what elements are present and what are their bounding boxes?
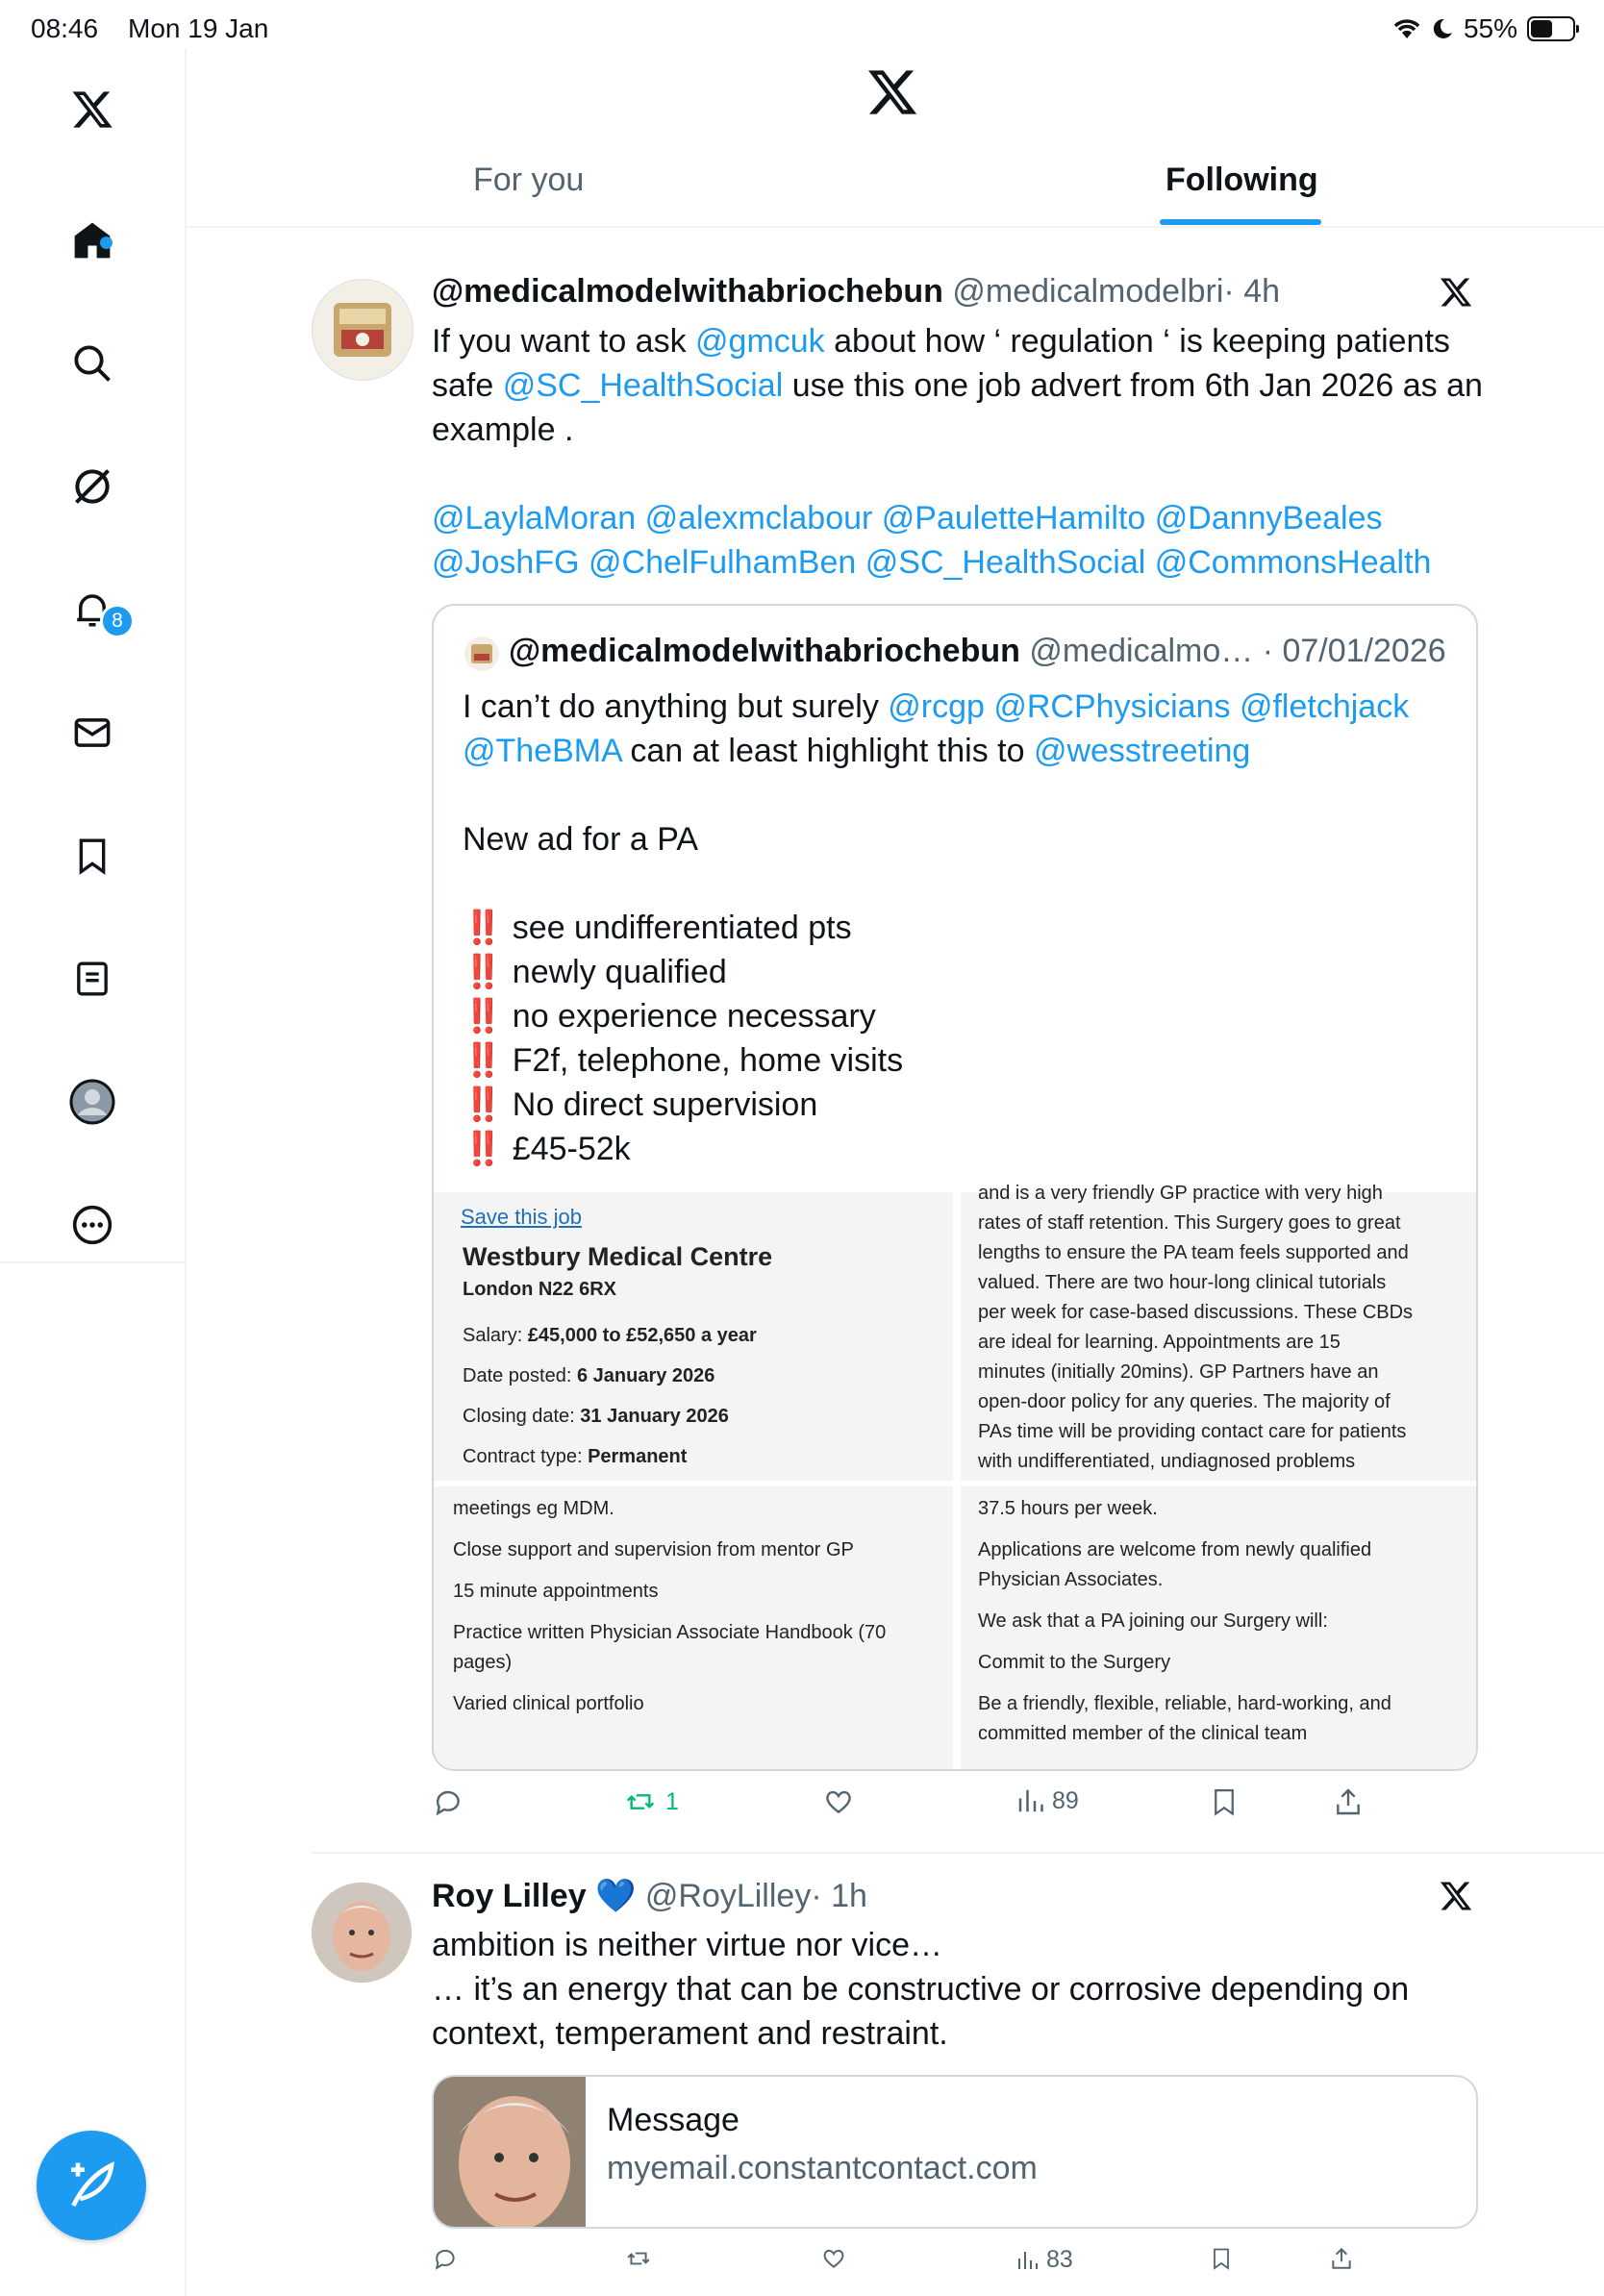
quote-mentions[interactable]: @rcgp @RCPhysicians @fletchjack [888,688,1410,725]
image-text-line: Practice written Physician Associate Handbook (70 [453,1622,887,1643]
bookmark-icon [1210,2246,1233,2271]
link-card-thumbnail [434,2077,586,2227]
bullet-text: No direct supervision [512,1086,818,1123]
profile-avatar-icon[interactable] [69,1079,115,1125]
bullet-text: newly qualified [512,954,727,990]
tweet1-text [432,319,1490,452]
x-logo-icon[interactable] [69,87,115,133]
double-exclamation-icon: ‼️ [463,910,513,946]
mention-thebma[interactable]: @TheBMA [463,733,621,769]
tweet2-text [432,1923,1490,2056]
quote-header [509,633,1446,670]
job-advert-image[interactable] [434,1183,1476,1769]
header-divider [187,226,1604,228]
text-run: I can’t do anything but surely [463,688,889,725]
sidebar-divider [0,1261,185,1263]
tab-following[interactable]: Following [1165,162,1318,198]
image-text-line: open-door policy for any queries. The majority of [978,1391,1391,1412]
image-text-line: committed member of the clinical team [978,1723,1308,1744]
quote-bullet-item [463,950,1463,994]
repost-button[interactable] [625,2246,652,2271]
mentions-line[interactable]: @JoshFG @ChelFulhamBen @SC_HealthSocial @CommonsHealth [432,544,1432,581]
tweet2-time[interactable]: · 1h [811,1878,867,1914]
lists-icon[interactable] [69,956,115,1002]
closing-line [463,1402,729,1432]
tab-for-you[interactable]: For you [473,162,585,198]
reply-icon [433,1786,464,1817]
image-text-line: lengths to ensure the PA team feels supported and [978,1242,1409,1263]
tweet2-actions [433,2246,1394,2284]
views-chart-icon [1015,2249,1039,2272]
double-exclamation-icon: ‼️ [463,954,513,990]
quote-bullet-item [463,994,1463,1038]
image-text-line: Be a friendly, flexible, reliable, hard-working, and [978,1693,1391,1714]
share-button[interactable] [1333,1786,1364,1817]
value: £45,000 to £52,650 a year [527,1325,757,1346]
text-run: safe [432,367,503,404]
text-run: use this one job advert from 6th Jan 2026 as an [783,367,1483,404]
value: 6 January 2026 [576,1365,715,1386]
image-text-line: per week for case-based discussions. These CBDs [978,1302,1414,1323]
tweet2-handle[interactable]: @RoyLilley [644,1878,812,1914]
status-time: 08:46 [31,13,99,43]
repost-icon [625,2246,652,2271]
image-text-line: We ask that a PA joining our Surgery will: [978,1610,1328,1632]
image-text-line: Applications are welcome from newly qualified [978,1539,1372,1560]
practice-location: London N22 6RX [463,1279,617,1300]
home-unread-dot [100,237,113,249]
views-button[interactable] [1015,1786,1079,1815]
link-card-domain: myemail.constantcontact.com [607,2150,1038,2186]
quote-bullet-list [463,906,1463,1171]
bullet-text: F2f, telephone, home visits [512,1042,904,1079]
bullet-text: no experience necessary [512,998,876,1035]
link-card-title: Message [607,2102,739,2138]
label: Contract type: [463,1446,589,1467]
image-text-line: 37.5 hours per week. [978,1498,1158,1519]
image-text-line: pages) [453,1652,513,1673]
tweet1-x-icon[interactable] [1439,275,1473,314]
link-card[interactable] [432,2075,1478,2229]
practice-name: Westbury Medical Centre [463,1242,773,1271]
tweet1-mentions[interactable] [432,496,1538,585]
quote-text [463,685,1463,1171]
tweet1-header [432,273,1280,311]
image-right-bottom-text [978,1494,1468,1749]
like-button[interactable] [823,1786,854,1817]
quote-tweet-card[interactable] [432,604,1478,1771]
views-chart-icon [1015,1786,1044,1815]
quote-bullet-item [463,1038,1463,1083]
repost-count: 1 [665,1787,679,1815]
tweet2-header [432,1877,867,1915]
reply-button[interactable] [433,1786,464,1817]
image-text-line: Varied clinical portfolio [453,1693,644,1714]
mention-gmcuk[interactable]: @gmcuk [695,323,825,360]
notifications-badge: 8 [100,604,135,638]
image-text-line: rates of staff retention. This Surgery goes to great [978,1212,1401,1234]
tweet1-display-name[interactable]: @medicalmodelwithabriochebun [432,273,943,310]
value: 31 January 2026 [580,1406,729,1427]
text-run: If you want to ask [432,323,696,360]
heart-icon [821,2246,846,2271]
image-text-line: meetings eg MDM. [453,1498,614,1519]
tweet1-avatar[interactable] [312,279,414,381]
image-text-line: 15 minute appointments [453,1581,659,1602]
quote-avatar [464,636,499,671]
compose-feather-icon [64,2159,118,2212]
tweet-separator [312,1852,1604,1854]
label: Closing date: [463,1406,581,1427]
status-date: Mon 19 Jan [128,13,269,43]
views-button[interactable] [1015,2246,1073,2274]
image-text-line: valued. There are two hour-long clinical tutorials [978,1272,1387,1293]
views-count: 89 [1052,1786,1079,1814]
label: Date posted: [463,1365,577,1386]
heart-icon [823,1786,854,1817]
battery-icon [1527,16,1575,41]
battery-percent: 55% [1463,13,1517,43]
image-right-top-text [978,1179,1468,1477]
mentions-line[interactable]: @LaylaMoran @alexmclabour @PauletteHamilto @DannyBeales [432,500,1383,537]
double-exclamation-icon: ‼️ [463,1042,513,1079]
sidebar [0,48,187,2296]
mention-sc-healthsocial[interactable]: @SC_HealthSocial [502,367,784,404]
image-text-line: Commit to the Surgery [978,1652,1171,1673]
quote-display-name: @medicalmodelwithabriochebun [509,633,1020,669]
bookmark-icon [1210,1786,1239,1817]
quote-bullet-item [463,1083,1463,1127]
mention-wesstreeting[interactable]: @wesstreeting [1033,733,1251,769]
text-line: ambition is neither virtue nor vice… [432,1927,943,1963]
messages-icon[interactable] [69,710,115,756]
tweet1-handle[interactable]: @medicalmodelbri [952,273,1224,310]
quote-handle-time: @medicalmo… · 07/01/2026 [1029,633,1446,669]
more-icon[interactable] [69,1202,115,1248]
bookmark-button[interactable] [1210,1786,1239,1817]
text-line: context, temperament and restraint. [432,2015,948,2052]
image-text-line: minutes (initially 20mins). GP Partners have an [978,1361,1379,1383]
tweet2-x-icon[interactable] [1439,1879,1473,1918]
header-x-logo-icon[interactable] [865,65,919,119]
status-indicators [1392,13,1575,44]
label: Salary: [463,1325,528,1346]
image-text-line: Physician Associates. [978,1569,1164,1590]
bookmarks-icon[interactable] [69,833,115,879]
battery-fill [1531,20,1552,37]
moon-icon [1431,17,1454,40]
quote-bullet-item [463,906,1463,950]
double-exclamation-icon: ‼️ [463,1086,513,1123]
tweet2-display-name[interactable]: Roy Lilley [432,1878,587,1914]
views-count: 83 [1046,2246,1073,2273]
bullet-text: see undifferentiated pts [512,910,852,946]
contract-line [463,1442,687,1472]
reply-icon [433,2246,458,2271]
tweet2-avatar[interactable] [312,1883,412,1983]
bookmark-button[interactable] [1210,2246,1233,2271]
image-text-line: and is a very friendly GP practice with very high [978,1183,1383,1204]
repost-button[interactable] [623,1786,679,1817]
double-exclamation-icon: ‼️ [463,998,513,1035]
bullet-text: £45-52k [512,1131,631,1167]
quote-bullet-item [463,1127,1463,1171]
grok-icon[interactable] [69,463,115,510]
double-exclamation-icon: ‼️ [463,1131,513,1167]
repost-icon [623,1786,658,1817]
text-run: about how ‘ regulation ‘ is keeping patients [824,323,1450,360]
image-text-line: PAs time will be providing contact care for patients [978,1421,1407,1442]
search-icon[interactable] [69,340,115,387]
image-left-bottom-text [453,1494,943,1719]
tweet1-actions [433,1786,1394,1825]
save-job-link: Save this job [461,1205,582,1229]
wifi-icon [1392,17,1421,40]
compose-button[interactable] [37,2131,146,2240]
share-icon [1329,2246,1354,2271]
posted-line [463,1361,714,1391]
text-line: … it’s an energy that can be constructive or corrosive depending on [432,1971,1410,2008]
like-button[interactable] [821,2246,846,2271]
text-run: can at least highlight this to [620,733,1034,769]
share-button[interactable] [1329,2246,1354,2271]
text-run: New ad for a PA [463,821,699,858]
reply-button[interactable] [433,2246,458,2271]
salary-line [463,1321,757,1351]
blue-heart-emoji: 💙 [595,1878,637,1914]
active-tab-indicator [1160,219,1321,225]
share-icon [1333,1786,1364,1817]
image-text-line: with undifferentiated, undiagnosed problems [978,1451,1356,1472]
value: Permanent [588,1446,688,1467]
text-run: example . [432,412,574,448]
tweet1-time[interactable]: · 4h [1223,273,1281,310]
image-text-line: are ideal for learning. Appointments are 15 [978,1332,1341,1353]
image-text-line: Close support and supervision from mentor GP [453,1539,854,1560]
